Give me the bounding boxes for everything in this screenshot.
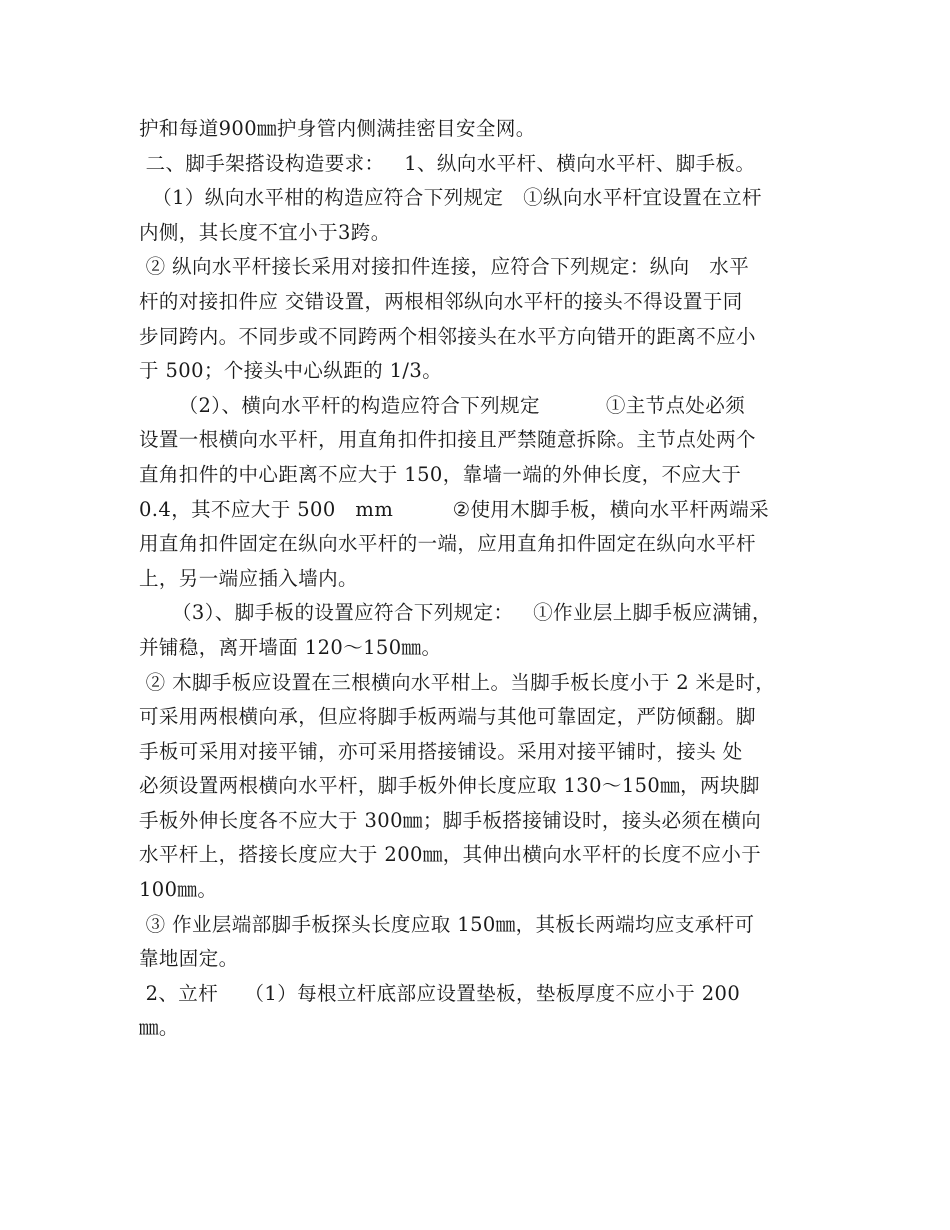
text-line: 手板可采用对接平铺，亦可采用搭接铺设。采用对接平铺时，接头 处 [139,739,743,763]
text-line: 水平杆上，搭接长度应大于 200㎜，其伸出横向水平杆的长度不应小于 [139,843,762,867]
text-line: 必须设置两根横向水平杆，脚手板外伸长度应取 130～150㎜，两块脚 [139,774,760,798]
text-line: 用直角扣件固定在纵向水平杆的一端，应用直角扣件固定在纵向水平杆 [139,532,756,556]
text-line: ③ 作业层端部脚手板探头长度应取 150㎜，其板长两端均应支承杆可 [139,912,755,936]
text-line: 2、立杆 （1）每根立杆底部应设置垫板，垫板厚度不应小于 200 [139,981,741,1005]
text-line: （3）、脚手板的设置应符合下列规定： ①作业层上脚手板应满铺， [139,601,772,625]
text-line: 二、脚手架搭设构造要求： 1、纵向水平杆、横向水平杆、脚手板。 [139,151,756,175]
text-line: 步同跨内。不同步或不同跨两个相邻接头在水平方向错开的距离不应小 [139,324,756,348]
text-line: 护和每道900㎜护身管内侧满挂密目安全网。 [139,117,536,140]
text-line: ㎜。 [139,1016,179,1040]
text-line: 并铺稳，离开墙面 120～150㎜。 [139,635,442,659]
text-line: ② 纵向水平杆接长采用对接扣件连接，应符合下列规定：纵向 水平 [139,255,750,279]
text-line: 直角扣件的中心距离不应大于 150，靠墙一端的外伸长度，不应大于 [139,462,742,486]
text-line: 杆的对接扣件应 交错设置，两根相邻纵向水平杆的接头不得设置于同 [139,289,743,313]
text-line: 上，另一端应插入墙内。 [139,566,358,590]
text-line: ② 木脚手板应设置在三根横向水平柑上。当脚手板长度小于 2 米是时， [139,670,776,694]
text-line: 于 500；个接头中心纵距的 1/3。 [139,359,443,383]
text-line: 设置一根横向水平杆，用直角扣件扣接且严禁随意拆除。主节点处两个 [139,428,756,452]
text-line: 内侧，其长度不宜小于3跨。 [139,220,391,244]
text-line: 靠地固定。 [139,947,239,971]
text-line: 可采用两根横向承，但应将脚手板两端与其他可靠固定，严防倾翻。脚 [139,705,756,729]
text-line: 100㎜。 [139,878,218,902]
text-line: （2）、横向水平杆的构造应符合下列规定 ①主节点处必须 [139,393,746,417]
text-line: （1）纵向水平柑的构造应符合下列规定 ①纵向水平杆宜设置在立杆 [139,186,762,210]
text-line: 0.4，其不应大于 500 mm ②使用木脚手板，横向水平杆两端采 [139,497,769,521]
text-line: 手板外伸长度各不应大于 300㎜；脚手板搭接铺设时，接头必须在横向 [139,808,762,832]
document-body [139,112,814,1046]
